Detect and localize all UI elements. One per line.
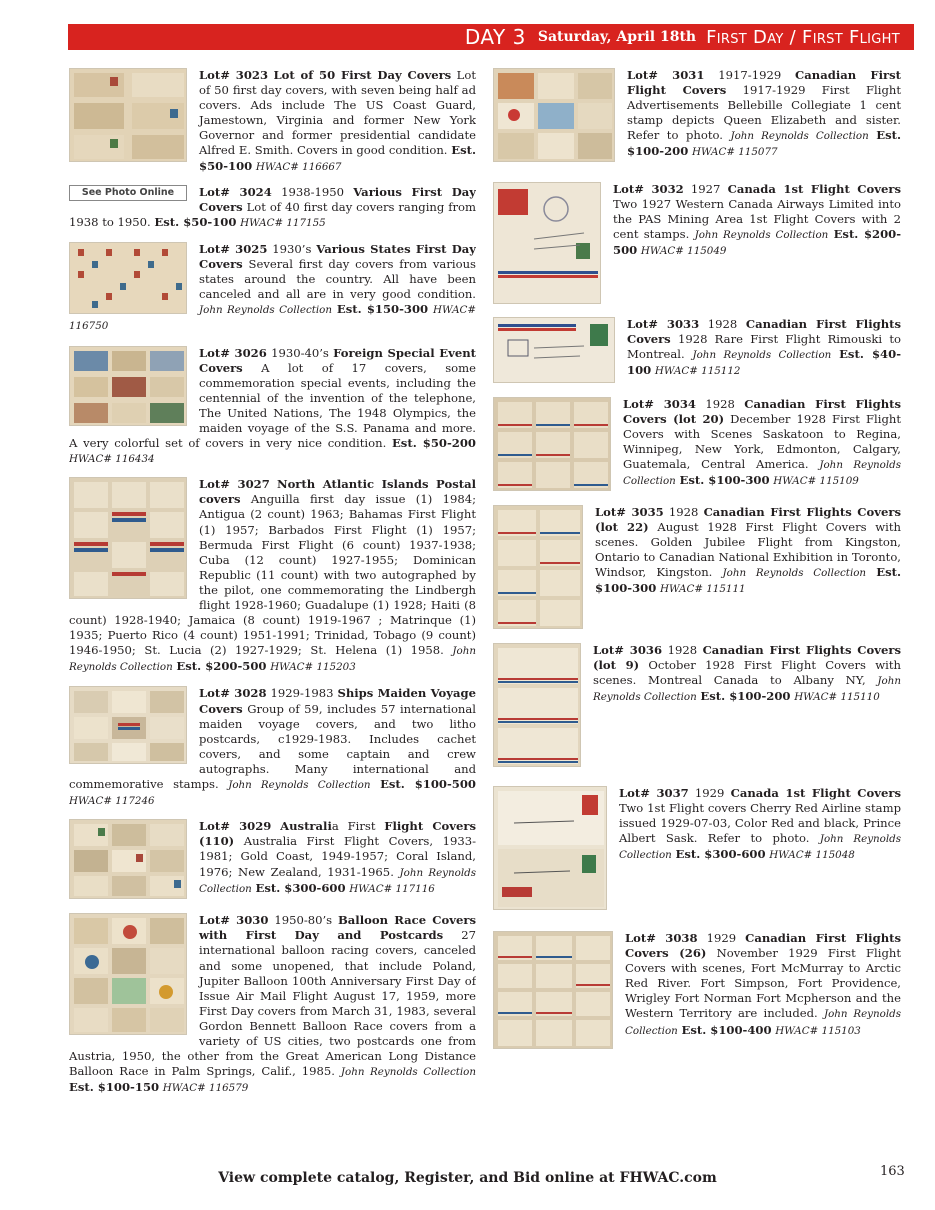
lot-3024 <box>69 185 476 231</box>
lot-years: 1929-1983 <box>270 686 334 701</box>
lot-collection: John Reynolds Collection <box>199 304 332 317</box>
lot-title: Foreign Special Event Covers <box>199 345 476 375</box>
lot-photo-3033[interactable] <box>493 317 615 383</box>
lot-hwac: HWAC# 115049 <box>640 245 727 258</box>
lot-years: 1938-1950 <box>281 184 344 199</box>
lot-hwac: HWAC# 115048 <box>769 849 855 862</box>
lot-3027 <box>69 477 476 675</box>
lot-number: Lot# 3033 <box>627 317 700 331</box>
lot-number: Lot# 3036 <box>593 643 663 657</box>
lot-3037 <box>493 786 901 913</box>
footer-text: View complete catalog, Register, and Bid online at <box>218 1170 615 1186</box>
lot-years: 1929 <box>694 786 725 800</box>
lot-title: Canadian First Flight Covers <box>627 68 901 98</box>
lot-collection: John Reynolds Collection <box>69 645 476 674</box>
lot-number: Lot# 3025 <box>199 241 268 256</box>
lot-hwac: HWAC# 116750 <box>69 304 476 333</box>
lot-title: Various First Day Covers <box>199 184 476 214</box>
lot-number: Lot# 3037 <box>619 786 689 800</box>
lot-number: Lot# 3023 <box>199 68 269 82</box>
lot-number: Lot# 3038 <box>625 931 698 945</box>
lot-hwac: HWAC# 115110 <box>794 691 880 704</box>
lot-estimate: Est. $100-200 <box>700 689 791 704</box>
lot-hwac: HWAC# 115203 <box>270 661 356 674</box>
lot-number: Lot# 3032 <box>613 182 684 196</box>
lot-hwac: HWAC# 116579 <box>162 1082 249 1095</box>
lot-hwac: HWAC# 115103 <box>775 1024 861 1037</box>
page-header-banner <box>68 24 914 50</box>
lot-collection: John Reynolds Collection <box>623 459 901 488</box>
lot-number: Lot# 3034 <box>623 397 696 411</box>
header-date: Saturday, April 18th <box>537 29 697 45</box>
lot-collection: John Reynolds Collection <box>593 675 901 704</box>
lot-estimate: Est. $100-500 <box>380 777 476 792</box>
lot-photo-3037[interactable] <box>493 786 607 910</box>
lot-description: Australia First Flight Covers, 1933-1981; Gold Coast, 1949-1957; Coral Island, 1976; New Zealand, 1931-1965. <box>199 834 476 879</box>
lot-photo-3027[interactable] <box>69 477 187 599</box>
lot-photo-3029[interactable] <box>69 819 187 899</box>
lot-hwac: HWAC# 115077 <box>691 146 778 159</box>
right-column <box>493 68 901 1052</box>
lot-title: Canada 1st Flight Covers <box>727 182 901 196</box>
footer-site-link[interactable]: FHWAC.com <box>619 1170 717 1186</box>
lot-hwac: HWAC# 117246 <box>69 795 155 808</box>
lot-years: 1917-1929 <box>718 68 782 82</box>
lot-collection: John Reynolds Collection <box>694 229 829 242</box>
lot-number: Lot# 3031 <box>627 68 705 82</box>
lot-description: Two 1st Flight covers Cherry Red Airline stamp issued 1929-07-03, Color Red and black, Prince Albert Sask. Refer to photo. <box>619 801 901 846</box>
lot-title: Canadian First Flights Covers (lot 20) <box>623 397 901 427</box>
lot-estimate: Est. $100-400 <box>681 1022 772 1037</box>
lot-estimate: Est. $150-300 <box>336 302 429 317</box>
lot-description: Two 1927 Western Canada Airways Limited into the PAS Mining Area 1st Flight Covers with 2 cent stamps. <box>613 197 901 242</box>
lot-3032 <box>493 182 901 307</box>
lot-years: 1928 <box>705 397 735 411</box>
lot-title-part: a <box>331 819 339 834</box>
lot-description: Anguilla first day issue (1) 1984; Antigua (2 count) 1963; Bahamas First Flight (1) 1957; Barbados First Flight (1) 1957; Bermuda First Flight (6 count) 1937-1938; Cuba (12 count) 1927-1955; Dominican Republic (11 count) with two autographed by the pilot, one commemorating the Lindbergh flight 1928-1960; Guadalupe (1) 1928; Haiti (8 count) 1928-1940; Jamaica (8 count) 1919-1967 ; Matrinque (1) 1935; Puerto Rico (4 count) 1951-1991; Trinidad, Tobago (9 count) 1946-1950; St. Lucia (2) 1927-1929; St. Helena (1) 1958. <box>69 492 476 658</box>
lot-number: Lot# 3027 <box>199 477 270 492</box>
lot-collection: John Reynolds Collection <box>692 349 832 362</box>
lot-collection: John Reynolds Collection <box>340 1066 476 1079</box>
lot-description: Several first day covers from various states around the country. All have been canceled and all are in very good condition. <box>199 257 476 302</box>
lot-number: Lot# 3026 <box>199 345 267 360</box>
lot-title: Canadian First Flights Covers <box>627 317 901 347</box>
lot-title: Canada 1st Flight Covers <box>730 786 901 800</box>
lot-years: 1950-80’s <box>274 913 333 928</box>
lot-number: Lot# 3028 <box>199 686 267 701</box>
lot-description: 1917-1929 First Flight Advertisements Bellebille Collegiate 1 cent stamp depicts Queen Elizabeth and sister. Refer to photo. <box>627 83 901 143</box>
lot-title: Canadian First Flights Covers (lot 22) <box>595 505 901 535</box>
lot-estimate: Est. $100-200 <box>627 128 901 159</box>
lot-estimate: Est. $200-500 <box>613 227 901 258</box>
lot-title-part: First <box>347 819 376 834</box>
lot-description: 27 international balloon racing covers, canceled and some unopened, that include Poland, Jupiter Balloon 100th Anniversary First Day of Issue Air Mail Flight August 17, 1959, more First Day covers from March 31, 1983, several Gordon Bennett Balloon Race covers from a variety of US cities, two postcards one from Austria, 1950, the other from the Great American Long Distance Balloon Race in Palm Springs, Calif., 1985. <box>69 928 476 1079</box>
lot-years: 1930’s <box>272 241 312 256</box>
lot-estimate: Est. $200-500 <box>176 659 267 674</box>
lot-description: 1928 Rare First Flight Rimouski to Montreal. <box>627 332 901 362</box>
lot-description: November 1929 First Flight Covers with scenes, Fort McMurray to Arctic Red River. Fort Simpson, Fort Providence, Wrigley Fort Norman Fort Mcpherson and the Western Territory are included. <box>625 946 901 1021</box>
lot-3030 <box>69 913 476 1096</box>
lot-photo-3038[interactable] <box>493 931 613 1049</box>
see-photo-online-placeholder[interactable]: See Photo Online <box>69 185 187 201</box>
lot-hwac: HWAC# 115109 <box>773 475 859 488</box>
lot-photo-3025[interactable] <box>69 242 187 314</box>
lot-estimate: Est. $50-100 <box>154 214 237 229</box>
lot-title: Canadian First Flights Covers (26) <box>625 931 901 961</box>
lot-hwac: HWAC# 117116 <box>349 882 435 895</box>
lot-description: Group of 59, includes 57 international maiden voyage covers, and two litho postcards, c1929-1983. Includes cachet covers, and some captain and crew autographs. Many international and commemorative stamps. <box>69 701 476 792</box>
lot-3033 <box>493 317 901 386</box>
lot-collection: John Reynolds Collection <box>199 866 476 895</box>
lot-description: Lot of 50 first day covers, with seven being half ad covers. Ads include The US Coast Guard, Jamestown, Virginia and former New York Governor and former presidential candidate Alfred E. Smith. Covers in good condition. <box>199 68 476 158</box>
lot-estimate: Est. $100-150 <box>69 1080 160 1095</box>
page-number: 163 <box>880 1164 905 1179</box>
lot-number: Lot# 3030 <box>199 913 269 928</box>
lot-estimate: Est. $40-100 <box>627 347 901 378</box>
lot-years: 1929 <box>706 931 737 945</box>
lot-years: 1928 <box>707 317 738 331</box>
lot-number: Lot# 3029 <box>199 819 272 834</box>
lot-3036 <box>493 643 901 770</box>
lot-3031 <box>493 68 901 165</box>
lot-description: Lot of 40 first day covers ranging from 1938 to 1950. <box>69 199 476 229</box>
lot-estimate: Est. $300-600 <box>675 847 766 862</box>
lot-collection: John Reynolds Collection <box>228 779 371 792</box>
lot-title-part: Australi <box>280 819 332 834</box>
lot-hwac: HWAC# 116667 <box>255 160 342 173</box>
lot-estimate: Est. $50-100 <box>199 143 476 173</box>
lot-title: Balloon Race Covers with First Day and Postcards <box>199 913 476 943</box>
lot-description: August 1928 First Flight Covers with scenes. Golden Jubilee Flight from Kingston, Ontario to Canadian National Exhibition in Toronto, Windsor, Kingston. <box>595 520 901 580</box>
lot-estimate: Est. $100-300 <box>679 473 770 488</box>
lot-hwac: HWAC# 117155 <box>240 216 326 229</box>
lot-years: 1928 <box>668 505 699 519</box>
lot-collection: John Reynolds Collection <box>619 833 901 862</box>
lot-number: Lot# 3035 <box>595 505 664 519</box>
lot-3028 <box>69 686 476 809</box>
lot-3038 <box>493 931 901 1052</box>
lot-title: Ships Maiden Voyage Covers <box>199 686 476 716</box>
lot-collection: John Reynolds Collection <box>722 567 867 580</box>
lot-collection: John Reynolds Collection <box>730 130 869 143</box>
lot-3026 <box>69 346 476 468</box>
lot-years: 1927 <box>690 182 721 196</box>
lot-title: Various States First Day Covers <box>199 241 476 272</box>
lot-title-part: Flight Covers (110) <box>199 819 476 849</box>
header-day: DAY 3 <box>464 25 526 49</box>
lot-photo-3030[interactable] <box>69 913 187 1035</box>
lot-estimate: Est. $300-600 <box>255 880 346 895</box>
lot-hwac: HWAC# 116434 <box>69 453 155 466</box>
lot-title: North Atlantic Islands Postal covers <box>199 477 476 507</box>
lot-estimate: Est. $50-200 <box>391 436 476 451</box>
lot-title: Canadian First Flights Covers (lot 9) <box>593 643 901 673</box>
lot-hwac: HWAC# 115112 <box>654 365 741 378</box>
lot-3029 <box>69 819 476 902</box>
lot-photo-3035[interactable] <box>493 505 583 629</box>
lot-photo-3026[interactable] <box>69 346 187 426</box>
lot-years: 1928 <box>667 643 698 657</box>
lot-description: December 1928 First Flight Covers with Scenes Saskatoon to Regina, Winnipeg, New York, Edmonton, Calgary, Guatemala, Central America. <box>623 412 901 472</box>
page-footer <box>0 1170 935 1186</box>
lot-hwac: HWAC# 115111 <box>659 583 746 596</box>
lot-estimate: Est. $100-300 <box>595 565 901 596</box>
lot-years: 1930-40’s <box>271 345 329 360</box>
header-event: First Day / First Flight <box>706 26 900 48</box>
lot-3035 <box>493 505 901 632</box>
lot-3025 <box>69 242 476 335</box>
lot-3034 <box>493 397 901 494</box>
lot-3023 <box>69 68 476 175</box>
lot-photo-3034[interactable] <box>493 397 611 491</box>
lot-photo-3028[interactable] <box>69 686 187 764</box>
lot-photo-3036[interactable] <box>493 643 581 767</box>
lot-collection: John Reynolds Collection <box>625 1008 901 1037</box>
left-column <box>69 68 476 1096</box>
lot-photo-3031[interactable] <box>493 68 615 162</box>
lot-title: Lot of 50 First Day Covers <box>273 68 452 82</box>
lot-description: October 1928 First Flight Covers with scenes. Montreal Canada to Albany NY, <box>593 658 901 688</box>
lot-number: Lot# 3024 <box>199 184 272 199</box>
lot-photo-3032[interactable] <box>493 182 601 304</box>
lot-description: A lot of 17 covers, some commemoration special events, including the centennial of the invention of the telephone, The United Nations, The 1948 Olympics, the maiden voyage of the S.S. Panama and more. A very colorful set of covers in very nice condition. <box>69 360 476 451</box>
lot-photo-3023[interactable] <box>69 68 187 162</box>
